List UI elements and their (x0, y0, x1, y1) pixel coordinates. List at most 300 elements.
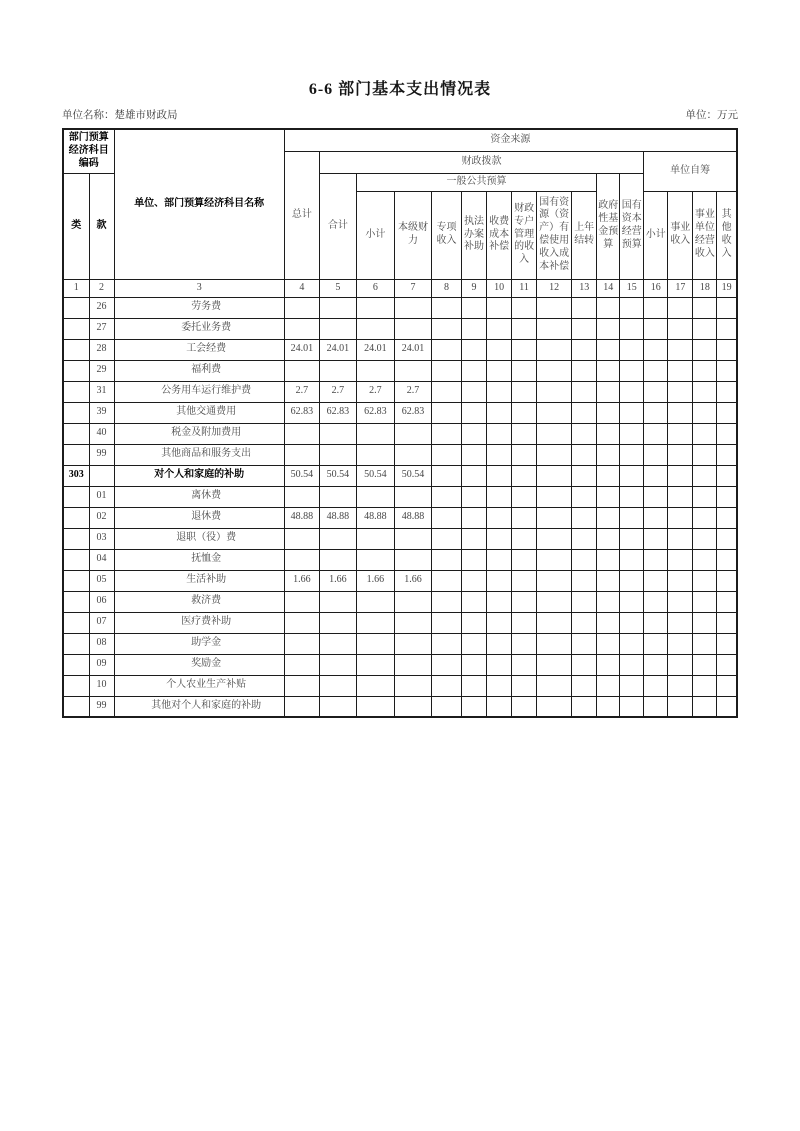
cell-value: 48.88 (394, 507, 431, 528)
cell-empty (537, 591, 572, 612)
cell-empty (644, 696, 668, 717)
cell-empty (717, 633, 737, 654)
cell-empty (597, 318, 620, 339)
column-number: 5 (319, 279, 356, 297)
cell-value: 50.54 (284, 465, 319, 486)
cell-section-code: 07 (89, 612, 114, 633)
cell-empty (462, 633, 487, 654)
header-item-name: 单位、部门预算经济科目名称 (114, 129, 284, 279)
column-number: 4 (284, 279, 319, 297)
cell-class-code (63, 402, 89, 423)
cell-empty (572, 360, 597, 381)
cell-empty (462, 612, 487, 633)
cell-empty (644, 339, 668, 360)
cell-empty (597, 612, 620, 633)
cell-section-code: 05 (89, 570, 114, 591)
cell-empty (537, 570, 572, 591)
cell-empty (668, 570, 693, 591)
cell-empty (432, 528, 462, 549)
cell-empty (644, 465, 668, 486)
cell-value (319, 444, 356, 465)
cell-empty (432, 465, 462, 486)
table-row (63, 423, 737, 444)
cell-empty (512, 444, 537, 465)
cell-empty (597, 633, 620, 654)
cell-empty (668, 381, 693, 402)
cell-empty (462, 381, 487, 402)
cell-empty (620, 402, 644, 423)
cell-class-code (63, 486, 89, 507)
cell-value (394, 444, 431, 465)
cell-value: 48.88 (284, 507, 319, 528)
cell-class-code (63, 381, 89, 402)
cell-empty (620, 570, 644, 591)
cell-empty (620, 381, 644, 402)
cell-empty (693, 381, 717, 402)
cell-empty (487, 297, 512, 318)
cell-empty (572, 444, 597, 465)
cell-empty (572, 402, 597, 423)
cell-item-name: 离休费 (114, 486, 284, 507)
cell-value (356, 549, 394, 570)
cell-empty (644, 570, 668, 591)
cell-empty (620, 654, 644, 675)
cell-empty (462, 675, 487, 696)
cell-value: 2.7 (284, 381, 319, 402)
table-row (63, 591, 737, 612)
cell-value (356, 675, 394, 696)
cell-empty (487, 423, 512, 444)
cell-empty (537, 549, 572, 570)
cell-empty (572, 528, 597, 549)
header-general-public-budget: 一般公共预算 (356, 173, 596, 191)
cell-empty (644, 360, 668, 381)
cell-value (319, 612, 356, 633)
cell-empty (597, 444, 620, 465)
cell-value (356, 297, 394, 318)
cell-empty (512, 297, 537, 318)
cell-empty (462, 318, 487, 339)
column-number: 18 (693, 279, 717, 297)
cell-class-code (63, 591, 89, 612)
cell-empty (512, 486, 537, 507)
cell-empty (537, 297, 572, 318)
cell-value (356, 654, 394, 675)
cell-empty (644, 633, 668, 654)
header-state-resource-income: 国有资源（资产）有偿使用收入成本补偿 (537, 191, 572, 279)
cell-empty (644, 654, 668, 675)
cell-value (356, 612, 394, 633)
cell-empty (487, 339, 512, 360)
header-fiscal-special-account-income: 财政专户管理的收入 (512, 191, 537, 279)
unit-name-label: 单位名称：楚雄市财政局 (62, 110, 178, 121)
cell-value: 2.7 (319, 381, 356, 402)
cell-value (394, 549, 431, 570)
cell-empty (512, 528, 537, 549)
cell-item-name: 税金及附加费用 (114, 423, 284, 444)
cell-value (284, 360, 319, 381)
cell-value: 24.01 (356, 339, 394, 360)
cell-empty (717, 696, 737, 717)
cell-value (394, 612, 431, 633)
cell-value (394, 528, 431, 549)
cell-empty (597, 381, 620, 402)
cell-empty (512, 465, 537, 486)
cell-empty (620, 360, 644, 381)
header-subtotal-gpb: 小计 (356, 191, 394, 279)
cell-empty (487, 633, 512, 654)
cell-empty (668, 507, 693, 528)
cell-empty (668, 402, 693, 423)
cell-section-code: 40 (89, 423, 114, 444)
cell-value (284, 633, 319, 654)
cell-item-name: 委托业务费 (114, 318, 284, 339)
cell-value (284, 318, 319, 339)
cell-empty (512, 612, 537, 633)
header-sum: 合计 (319, 173, 356, 279)
cell-empty (693, 570, 717, 591)
cell-empty (597, 528, 620, 549)
cell-empty (537, 318, 572, 339)
cell-empty (620, 444, 644, 465)
cell-empty (597, 339, 620, 360)
cell-empty (644, 486, 668, 507)
cell-class-code (63, 423, 89, 444)
cell-empty (572, 381, 597, 402)
cell-empty (693, 654, 717, 675)
cell-empty (572, 633, 597, 654)
cell-section-code: 08 (89, 633, 114, 654)
cell-empty (432, 507, 462, 528)
cell-section-code: 04 (89, 549, 114, 570)
column-number: 9 (462, 279, 487, 297)
cell-empty (572, 696, 597, 717)
cell-value (394, 297, 431, 318)
cell-empty (572, 654, 597, 675)
cell-empty (644, 318, 668, 339)
cell-empty (644, 444, 668, 465)
cell-class-code (63, 612, 89, 633)
cell-empty (668, 339, 693, 360)
cell-empty (512, 570, 537, 591)
header-budget-code: 部门预算经济科目编码 (63, 129, 114, 173)
cell-class-code (63, 696, 89, 717)
cell-empty (644, 549, 668, 570)
cell-empty (644, 381, 668, 402)
cell-section-code: 99 (89, 444, 114, 465)
cell-empty (572, 318, 597, 339)
cell-empty (462, 486, 487, 507)
cell-item-name: 个人农业生产补贴 (114, 675, 284, 696)
unit-of-measure-label: 单位：万元 (685, 110, 738, 121)
cell-value (319, 486, 356, 507)
column-number: 17 (668, 279, 693, 297)
cell-section-code: 01 (89, 486, 114, 507)
cell-empty (597, 360, 620, 381)
cell-empty (620, 528, 644, 549)
cell-empty (693, 528, 717, 549)
cell-empty (572, 486, 597, 507)
cell-empty (462, 654, 487, 675)
cell-empty (572, 297, 597, 318)
cell-value (319, 591, 356, 612)
cell-section-code: 26 (89, 297, 114, 318)
cell-empty (717, 339, 737, 360)
cell-empty (537, 360, 572, 381)
cell-empty (597, 402, 620, 423)
cell-value (394, 633, 431, 654)
cell-empty (644, 612, 668, 633)
cell-value (394, 360, 431, 381)
cell-value (356, 360, 394, 381)
cell-empty (620, 696, 644, 717)
cell-value (284, 297, 319, 318)
cell-empty (620, 423, 644, 444)
cell-empty (644, 528, 668, 549)
cell-section-code: 27 (89, 318, 114, 339)
cell-empty (432, 444, 462, 465)
cell-empty (717, 297, 737, 318)
cell-empty (620, 633, 644, 654)
cell-empty (432, 633, 462, 654)
cell-empty (668, 423, 693, 444)
cell-empty (717, 612, 737, 633)
cell-value: 62.83 (284, 402, 319, 423)
cell-value (284, 675, 319, 696)
cell-empty (620, 465, 644, 486)
header-own-fiscal: 本级财力 (394, 191, 431, 279)
cell-empty (572, 612, 597, 633)
cell-value (284, 591, 319, 612)
cell-empty (693, 549, 717, 570)
cell-item-name: 救济费 (114, 591, 284, 612)
cell-class-code (63, 360, 89, 381)
cell-value (319, 528, 356, 549)
cell-empty (432, 297, 462, 318)
cell-empty (462, 297, 487, 318)
cell-empty (717, 654, 737, 675)
column-number: 3 (114, 279, 284, 297)
cell-empty (597, 549, 620, 570)
cell-empty (487, 444, 512, 465)
cell-empty (462, 444, 487, 465)
table-row (63, 360, 737, 381)
cell-section-code: 99 (89, 696, 114, 717)
cell-value (284, 549, 319, 570)
cell-empty (717, 423, 737, 444)
column-number: 7 (394, 279, 431, 297)
header-special-income: 专项收入 (432, 191, 462, 279)
cell-empty (597, 654, 620, 675)
table-row (63, 654, 737, 675)
cell-item-name: 生活补助 (114, 570, 284, 591)
cell-empty (597, 486, 620, 507)
cell-empty (644, 675, 668, 696)
cell-empty (597, 675, 620, 696)
table-row (63, 339, 737, 360)
cell-empty (668, 360, 693, 381)
cell-empty (487, 612, 512, 633)
column-number: 2 (89, 279, 114, 297)
cell-empty (487, 465, 512, 486)
header-other-income: 其他收入 (717, 191, 737, 279)
cell-item-name: 其他商品和服务支出 (114, 444, 284, 465)
cell-section-code (89, 465, 114, 486)
cell-empty (432, 339, 462, 360)
cell-class-code: 303 (63, 465, 89, 486)
cell-value: 62.83 (356, 402, 394, 423)
cell-empty (432, 381, 462, 402)
cell-empty (432, 402, 462, 423)
column-numbers-row (63, 279, 737, 297)
cell-empty (597, 465, 620, 486)
header-fee-cost-compensation: 收费成本补偿 (487, 191, 512, 279)
cell-value (319, 654, 356, 675)
cell-empty (537, 402, 572, 423)
cell-empty (597, 297, 620, 318)
cell-empty (487, 486, 512, 507)
table-row (63, 297, 737, 318)
table-row (63, 675, 737, 696)
cell-empty (487, 360, 512, 381)
cell-empty (512, 633, 537, 654)
cell-empty (432, 591, 462, 612)
header-total: 总计 (284, 151, 319, 279)
cell-empty (487, 402, 512, 423)
cell-class-code (63, 528, 89, 549)
cell-empty (512, 318, 537, 339)
table-row (63, 444, 737, 465)
cell-empty (620, 591, 644, 612)
header-section-col: 款 (89, 173, 114, 279)
cell-empty (620, 297, 644, 318)
cell-empty (537, 507, 572, 528)
table-row (63, 318, 737, 339)
cell-class-code (63, 654, 89, 675)
cell-empty (693, 318, 717, 339)
cell-empty (668, 444, 693, 465)
cell-empty (668, 696, 693, 717)
cell-empty (462, 339, 487, 360)
budget-table (62, 128, 738, 718)
table-row (63, 570, 737, 591)
cell-empty (620, 612, 644, 633)
header-law-enforcement-subsidy: 执法办案补助 (462, 191, 487, 279)
cell-class-code (63, 570, 89, 591)
cell-empty (537, 423, 572, 444)
cell-value (394, 318, 431, 339)
header-state-capital-budget: 国有资本经营预算 (620, 173, 644, 279)
cell-value: 1.66 (284, 570, 319, 591)
cell-section-code: 39 (89, 402, 114, 423)
header-gov-fund-budget: 政府性基金预算 (597, 173, 620, 279)
column-number: 19 (717, 279, 737, 297)
cell-empty (668, 654, 693, 675)
cell-empty (693, 696, 717, 717)
cell-empty (693, 507, 717, 528)
cell-empty (432, 486, 462, 507)
cell-value (356, 591, 394, 612)
cell-empty (537, 654, 572, 675)
cell-empty (572, 675, 597, 696)
cell-value (319, 297, 356, 318)
cell-empty (432, 360, 462, 381)
cell-value: 24.01 (319, 339, 356, 360)
cell-value (319, 696, 356, 717)
cell-value (284, 696, 319, 717)
cell-empty (487, 675, 512, 696)
cell-empty (432, 318, 462, 339)
cell-value: 50.54 (356, 465, 394, 486)
cell-empty (668, 612, 693, 633)
cell-section-code: 03 (89, 528, 114, 549)
cell-section-code: 31 (89, 381, 114, 402)
cell-empty (537, 633, 572, 654)
cell-value: 2.7 (394, 381, 431, 402)
cell-empty (462, 549, 487, 570)
cell-empty (432, 654, 462, 675)
cell-empty (572, 507, 597, 528)
header-subtotal-self: 小计 (644, 191, 668, 279)
cell-empty (487, 696, 512, 717)
cell-empty (693, 486, 717, 507)
cell-empty (537, 528, 572, 549)
cell-value: 2.7 (356, 381, 394, 402)
cell-value (284, 486, 319, 507)
header-fiscal-appropriation: 财政拨款 (319, 151, 643, 173)
cell-empty (597, 423, 620, 444)
cell-class-code (63, 549, 89, 570)
cell-item-name: 抚恤金 (114, 549, 284, 570)
cell-section-code: 06 (89, 591, 114, 612)
table-row (63, 465, 737, 486)
cell-empty (512, 423, 537, 444)
cell-value (394, 654, 431, 675)
cell-empty (693, 612, 717, 633)
cell-value: 50.54 (394, 465, 431, 486)
cell-value (356, 444, 394, 465)
cell-item-name: 其他交通费用 (114, 402, 284, 423)
cell-value (284, 654, 319, 675)
cell-class-code (63, 633, 89, 654)
cell-empty (572, 339, 597, 360)
header-carryover: 上年结转 (572, 191, 597, 279)
cell-empty (620, 486, 644, 507)
cell-empty (512, 591, 537, 612)
cell-empty (717, 486, 737, 507)
cell-empty (512, 381, 537, 402)
cell-empty (717, 591, 737, 612)
header-funding-source: 资金来源 (284, 129, 737, 151)
cell-class-code (63, 318, 89, 339)
cell-empty (487, 528, 512, 549)
cell-item-name: 退休费 (114, 507, 284, 528)
cell-empty (717, 402, 737, 423)
cell-item-name: 其他对个人和家庭的补助 (114, 696, 284, 717)
cell-value (319, 549, 356, 570)
cell-class-code (63, 339, 89, 360)
table-row (63, 612, 737, 633)
column-number: 6 (356, 279, 394, 297)
cell-item-name: 奖励金 (114, 654, 284, 675)
cell-value (284, 528, 319, 549)
cell-empty (668, 486, 693, 507)
cell-empty (668, 549, 693, 570)
cell-item-name: 助学金 (114, 633, 284, 654)
cell-empty (693, 360, 717, 381)
cell-empty (693, 465, 717, 486)
cell-empty (487, 591, 512, 612)
